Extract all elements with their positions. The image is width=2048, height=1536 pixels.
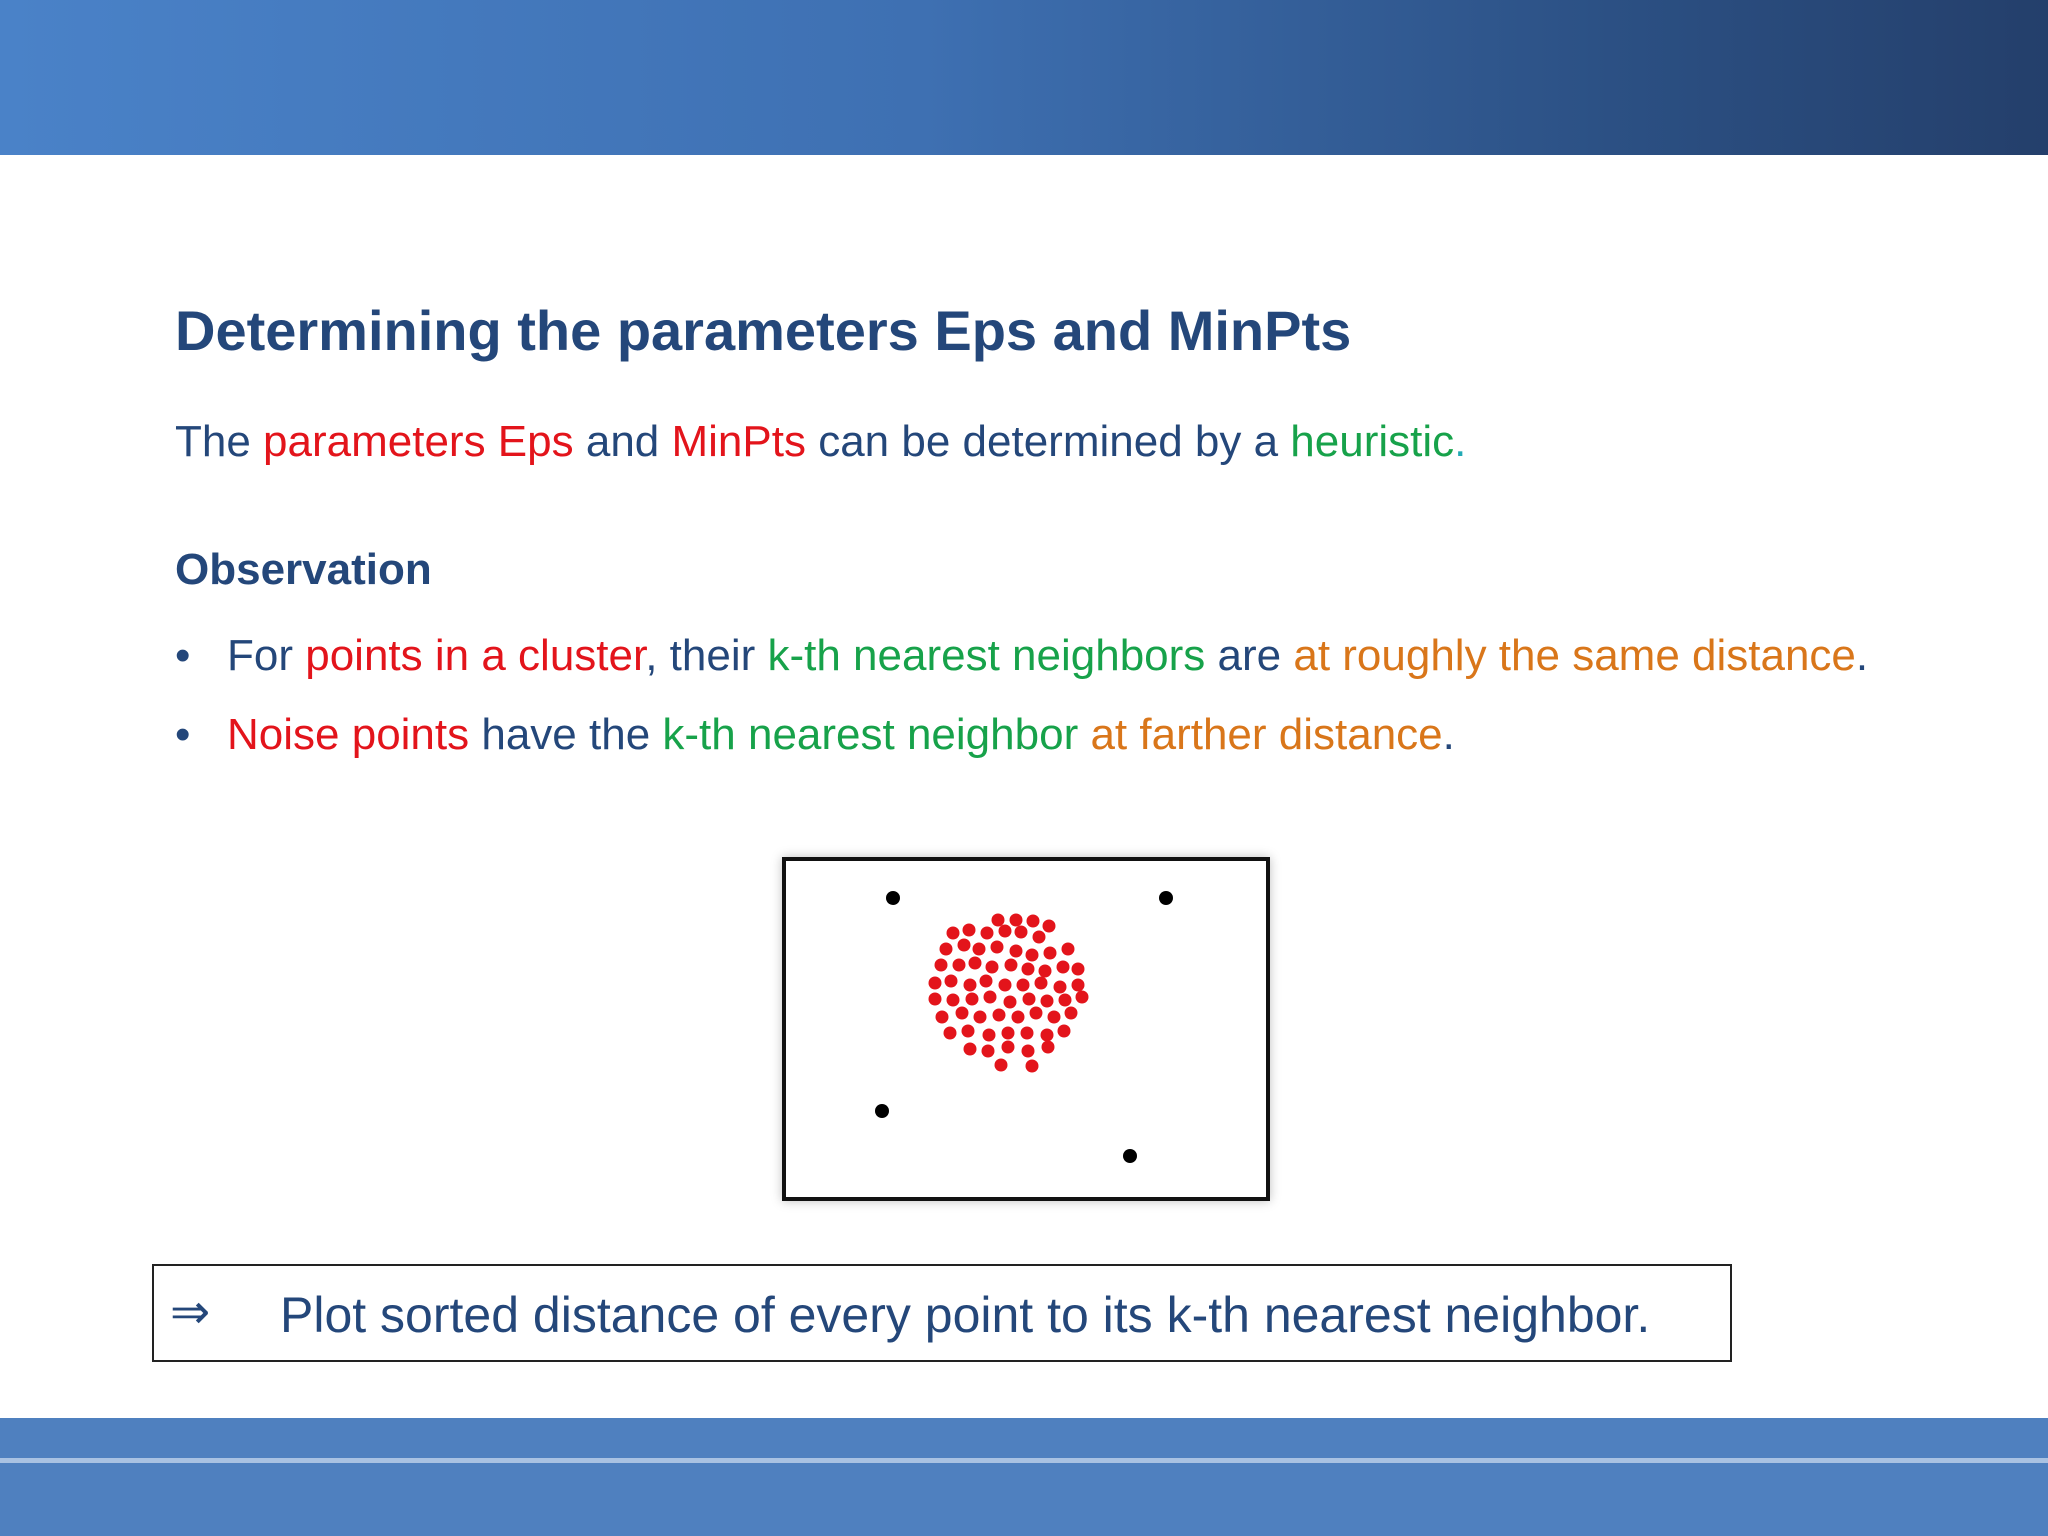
cluster-point: [929, 993, 942, 1006]
cluster-point: [956, 1007, 969, 1020]
cluster-point: [966, 993, 979, 1006]
highlight-kth-neighbors: k-th nearest neighbors: [767, 631, 1206, 680]
cluster-point: [1004, 996, 1017, 1009]
bullet-text: .: [1855, 631, 1869, 680]
bullet-text: [1078, 710, 1090, 759]
footer-band: [0, 1418, 2048, 1536]
bullet-marker: •: [175, 631, 191, 680]
observation-list: [175, 630, 1868, 788]
highlight-noise-points: Noise points: [227, 710, 470, 759]
cluster-point: [1022, 963, 1035, 976]
cluster-point: [963, 924, 976, 937]
cluster-point: [969, 957, 982, 970]
cluster-point: [982, 1045, 995, 1058]
cluster-point: [991, 941, 1004, 954]
cluster-point: [1072, 979, 1085, 992]
cluster-point: [1041, 1029, 1054, 1042]
cluster-point: [1012, 1011, 1025, 1024]
cluster-point: [1057, 961, 1070, 974]
cluster-point: [1065, 1007, 1078, 1020]
cluster-point: [983, 1029, 996, 1042]
observation-item-noise: [175, 709, 1868, 788]
cluster-point: [1054, 981, 1067, 994]
noise-point: [1159, 891, 1173, 905]
cluster-point: [940, 943, 953, 956]
bullet-marker: •: [175, 710, 191, 759]
bullet-text: have the: [469, 710, 663, 759]
cluster-point: [984, 991, 997, 1004]
cluster-point: [935, 959, 948, 972]
cluster-point: [981, 927, 994, 940]
slide-title: Determining the parameters Eps and MinPts: [175, 299, 1352, 362]
cluster-point: [936, 1011, 949, 1024]
cluster-point: [947, 927, 960, 940]
intro-text: and: [573, 417, 672, 466]
cluster-point: [1030, 1007, 1043, 1020]
cluster-point: [999, 979, 1012, 992]
bullet-text: are: [1205, 631, 1294, 680]
cluster-point: [1062, 943, 1075, 956]
cluster-point: [962, 1025, 975, 1038]
intro-highlight-parameters-eps: parameters Eps: [263, 417, 574, 466]
cluster-point: [1010, 945, 1023, 958]
noise-point: [875, 1104, 889, 1118]
intro-text: can be determined by a: [805, 417, 1291, 466]
cluster-point: [1002, 1027, 1015, 1040]
bullet-text: For: [227, 631, 306, 680]
cluster-point: [1010, 914, 1023, 927]
intro-highlight-heuristic: heuristic: [1290, 417, 1455, 466]
cluster-point: [1076, 991, 1089, 1004]
cluster-point: [929, 977, 942, 990]
intro-period: .: [1454, 417, 1467, 466]
noise-point: [886, 891, 900, 905]
cluster-point: [974, 1011, 987, 1024]
cluster-point: [1033, 931, 1046, 944]
cluster-point: [1021, 1027, 1034, 1040]
footer-divider: [0, 1458, 2048, 1463]
cluster-point: [973, 943, 986, 956]
cluster-point: [1022, 1045, 1035, 1058]
cluster-point: [1035, 977, 1048, 990]
cluster-point: [1072, 963, 1085, 976]
intro-text: The: [175, 417, 264, 466]
cluster-point: [953, 959, 966, 972]
cluster-point: [958, 939, 971, 952]
header-band: [0, 0, 2048, 155]
conclusion-box: [152, 1264, 1732, 1362]
cluster-point: [980, 975, 993, 988]
cluster-point: [1059, 994, 1072, 1007]
cluster-point: [1005, 959, 1018, 972]
cluster-scatter-svg: [786, 861, 1266, 1197]
bullet-text: .: [1442, 710, 1455, 759]
cluster-point: [1039, 965, 1052, 978]
cluster-point: [1026, 949, 1039, 962]
cluster-point: [995, 1059, 1008, 1072]
cluster-point: [1027, 915, 1040, 928]
cluster-point: [945, 975, 958, 988]
cluster-point: [1002, 1041, 1015, 1054]
cluster-point: [1026, 1060, 1039, 1073]
cluster-point: [992, 914, 1005, 927]
highlight-kth-neighbor: k-th nearest neighbor: [662, 710, 1079, 759]
observation-heading: Observation: [175, 545, 432, 594]
highlight-same-distance: at roughly the same distance: [1293, 631, 1856, 680]
cluster-point: [1017, 979, 1030, 992]
cluster-point: [964, 1043, 977, 1056]
cluster-point: [944, 1027, 957, 1040]
cluster-point: [1058, 1025, 1071, 1038]
cluster-point: [1015, 926, 1028, 939]
intro-sentence: [175, 417, 1466, 467]
cluster-point: [1043, 920, 1056, 933]
intro-highlight-minpts: MinPts: [671, 417, 806, 466]
observation-item-cluster: [175, 630, 1868, 709]
highlight-points-in-cluster: points in a cluster: [305, 631, 646, 680]
cluster-point: [1044, 947, 1057, 960]
cluster-point: [1048, 1011, 1061, 1024]
cluster-point: [1041, 995, 1054, 1008]
cluster-point: [986, 961, 999, 974]
cluster-point: [1023, 993, 1036, 1006]
cluster-point: [964, 979, 977, 992]
cluster-point: [947, 994, 960, 1007]
cluster-point: [1042, 1041, 1055, 1054]
conclusion-text: Plot sorted distance of every point to its k-th nearest neighbor.: [280, 1287, 1651, 1343]
highlight-farther-distance: at farther distance: [1090, 710, 1443, 759]
cluster-point: [999, 925, 1012, 938]
implies-arrow-icon: ⇒: [170, 1284, 211, 1340]
cluster-point: [993, 1009, 1006, 1022]
cluster-noise-figure: [782, 857, 1270, 1201]
noise-point: [1123, 1149, 1137, 1163]
bullet-text: , their: [645, 631, 768, 680]
